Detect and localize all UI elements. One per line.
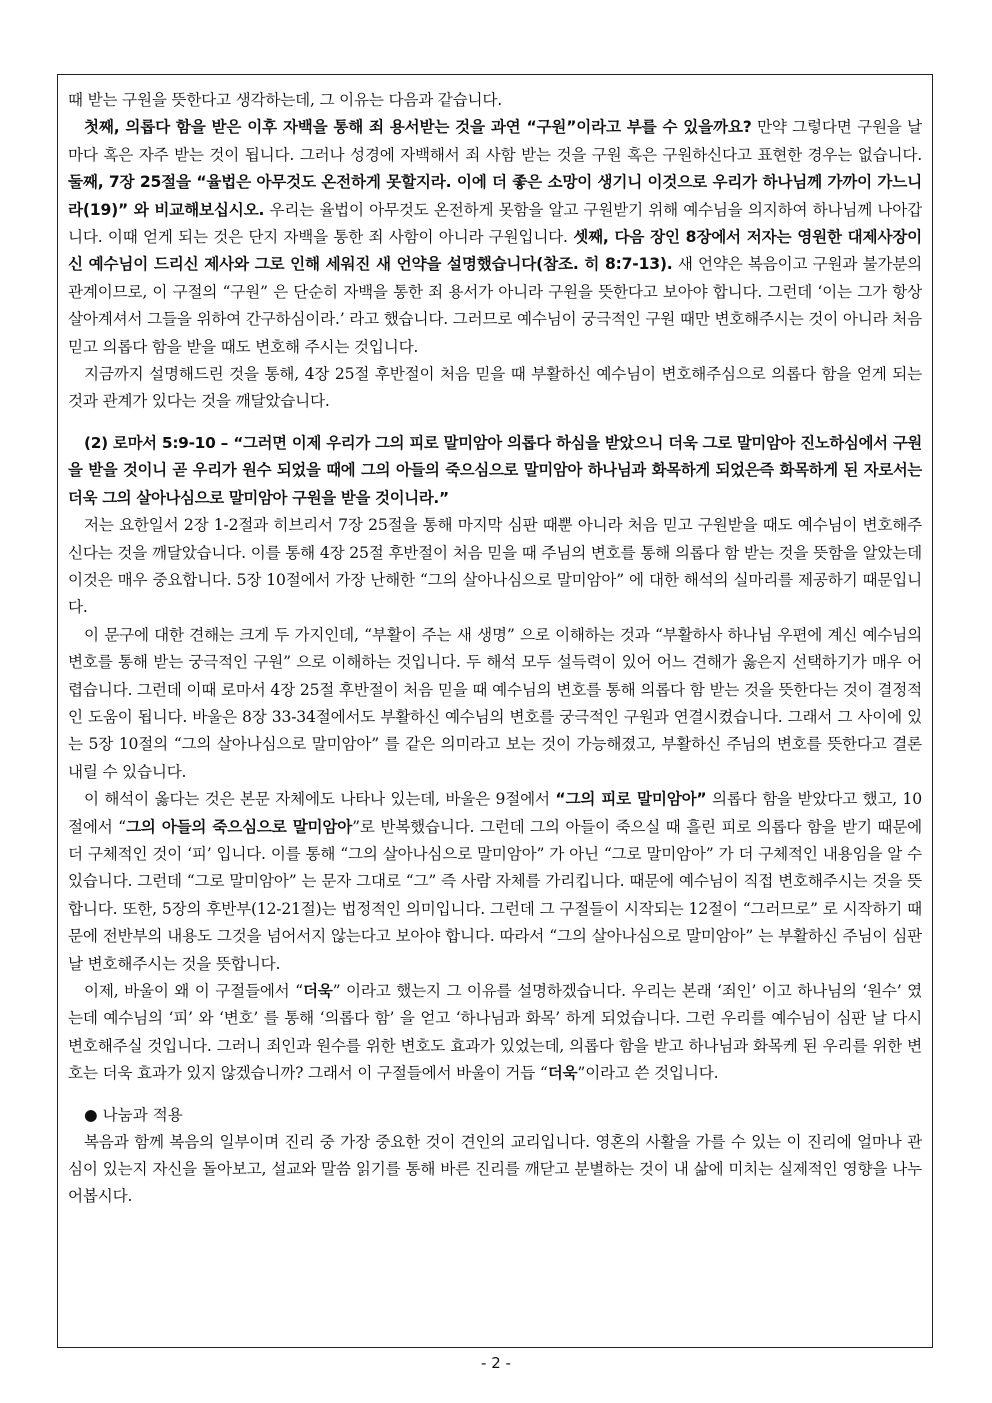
text-span: 만약 그렇다면 구원을 날마다 혹은 자주 받는 것이 됩니다. 그러나 성경에 자백해서 죄 사함 받는 것을 구원 혹은 구원하신다고 표현한 경우는 없습니다. <box>68 118 922 164</box>
content-frame <box>57 74 933 1348</box>
emphasis: “그의 피로 말미암아” <box>555 790 707 809</box>
text-span: 이 해석이 옳다는 것은 본문 자체에도 나타나 있는데, 바울은 9절에서 <box>84 790 556 809</box>
section-title: 나눔과 적용 <box>102 1105 183 1124</box>
reason-second: 둘째, 7장 25절을 “율법은 아무것도 온전하게 못할지라. 이에 더 좋은 소망이 생기니 이것으로 우리가 하나님께 가까이 가느니라(19)” 와 비교해보십시오. <box>68 173 922 219</box>
paragraph-body: 저는 요한일서 2장 1-2절과 히브리서 7장 25절을 통해 마지막 심판 때뿐 아니라 처음 믿고 구원받을 때도 예수님이 변호해주신다는 것을 깨달았습니다. 이를 통해 4장 25절 후반절이 처음 믿을 때 주님의 변호를 통해 의롭다 함 받는 것을 뜻함을 알았는데 이것은 매우 중요합니다. 5장 10절에서 가장 난해한 “그의 살아나심으로 말미암아” 에 대한 해석의 실마리를 제공하기 때문입니다. <box>68 516 922 617</box>
paragraph-summary: 지금까지 설명해드린 것을 통해, 4장 25절 후반절이 처음 믿을 때 부활하신 예수님이 변호해주심으로 의롭다 함을 얻게 되는 것과 관계가 있다는 것을 깨달았습니다. <box>68 365 922 411</box>
paragraph-application: 복음과 함께 복음의 일부이며 진리 중 가장 중요한 것이 견인의 교리입니다. 영혼의 사활을 가를 수 있는 이 진리에 얼마나 관심이 있는지 자신을 돌아보고, 설교와 말씀 읽기를 통해 바른 진리를 깨닫고 분별하는 것이 내 삶에 미치는 실제적인 영향을 나누어봅시다. <box>68 1132 922 1206</box>
text-span: 이제, 바울이 왜 이 구절들에서 “ <box>84 982 303 1000</box>
paragraph-body: 이 문구에 대한 견해는 크게 두 가지인데, “부활이 주는 새 생명” 으로 이해하는 것과 “부활하사 하나님 우편에 계신 예수님의 변호를 통해 받는 궁극적인 구원” 으로 이해하는 것입니다. 두 해석 모두 설득력이 있어 어느 견해가 옳은지 선택하기가 매우 어렵습니다. 그런데 이때 로마서 4장 25절 후반절이 처음 믿을 때 예수님의 변호를 통해 의롭다 함 받는 것을 뜻한다는 것이 결정적인 도움이 됩니다. 바울은 8장 33-34절에서도 부활하신 예수님의 변호를 궁극적인 구원과 연결시켰습니다. 그래서 그 사이에 있는 5장 10절의 “그의 살아나심으로 말미암아” 를 같은 의미라고 보는 것이 가능해졌고, 부활하신 주님의 변호를 뜻한다고 결론 내릴 수 있습니다. <box>68 625 922 781</box>
text-span: 우리는 율법이 아무것도 온전하게 못함을 알고 구원받기 위해 예수님을 의지하여 하나님께 나아갑니다. 이때 얻게 되는 것은 단지 자백을 통한 죄 사함이 아니라 구원입니다. <box>68 200 922 247</box>
text-span: 의롭다 함을 받았다고 했고, 10절에서 “ <box>68 790 922 836</box>
emphasis: 더욱 <box>302 982 333 1000</box>
text-span: ”로 반복했습니다. 그런데 그의 아들이 죽으실 때 흘린 피로 의롭다 함을 받기 때문에 더 구체적인 것이 ‘피’ 입니다. 이를 통해 “그의 살아나심으로 말미암아” 가 아닌 “그로 말미암아” 가 더 구체적인 내용임을 알 수 있습니다. 그런데 “그로 말미암아” 는 문자 그대로 “그” 즉 사람 자체를 가리킵니다. 때문에 예수님이 직접 변호해주시는 것을 뜻합니다. 또한, 5장의 후반부(12-21절)는 법정적인 의미입니다. 그런데 그 구절들이 시작되는 12절이 “그러므로” 로 시작하기 때문에 전반부의 내용도 그것을 넘어서지 않는다고 보아야 합니다. 따라서 “그의 살아나심으로 말미암아” 는 부활하신 주님이 심판 날 변호해주시는 것을 뜻합니다. <box>68 817 923 973</box>
emphasis: 그의 아들의 죽으심으로 말미암아 <box>125 817 353 836</box>
emphasis: 더욱 <box>547 1064 578 1083</box>
reason-first: 첫째, 의롭다 함을 받은 이후 자백을 통해 죄 용서받는 것을 과연 “구원”이라고 부를 수 있을까요? <box>84 118 752 137</box>
text-span: ” 이라고 했는지 그 이유를 설명하겠습니다. 우리는 본래 ‘죄인’ 이고 하나님의 ‘원수’ 였는데 예수님의 ‘피’ 와 ‘변호’ 를 통해 ‘의롭다 함’ 을 얻고 ‘하나님과 화목’ 하게 되었습니다. 그런 우리를 예수님이 심판 날 다시 변호해주실 것입니다. 그러니 죄인과 원수를 위한 변호도 효과가 있었는데, 의롭다 함을 받고 하나님과 화목케 된 우리를 위한 변호는 더욱 효과가 있지 않겠습니까? 그래서 이 구절들에서 바울이 거듭 “ <box>68 982 922 1083</box>
bullet-icon: ● <box>84 1105 98 1124</box>
reason-third: 셋째, 다음 장인 8장에서 저자는 영원한 대제사장이신 예수님이 드리신 제사와 그로 인해 세워진 새 언약을 설명했습니다(참조. 히 8:7-13). <box>68 228 922 274</box>
section-heading <box>68 1102 922 1129</box>
paragraph-three-reasons <box>68 114 922 361</box>
paragraph-body <box>68 786 922 978</box>
text-span: ”이라고 쓴 것입니다. <box>577 1064 719 1083</box>
paragraph-body <box>68 978 922 1088</box>
paragraph-intro: 때 받는 구원을 뜻한다고 생각하는데, 그 이유는 다음과 같습니다. <box>68 91 503 109</box>
page-number: - 2 - <box>481 1354 511 1372</box>
scripture-heading: (2) 로마서 5:9-10 – “그러면 이제 우리가 그의 피로 말미암아 의롭다 하심을 받았으니 더욱 그로 말미암아 진노하심에서 구원을 받을 것이니 곧 우리가 원수 되었을 때에 그의 아들의 죽으심으로 말미암아 하나님과 화목하게 되었은즉 화목하게 된 자로서는 더욱 그의 살아나심으로 말미암아 구원을 받을 것이니라.” <box>68 433 922 507</box>
text-span: 새 언약은 복음이고 구원과 불가분의 관계이므로, 이 구절의 “구원” 은 단순히 자백을 통한 죄 용서가 아니라 구원을 뜻한다고 보아야 합니다. 그런데 ‘이는 그가 항상 살아계셔서 그들을 위하여 간구하심이라.’ 라고 했습니다. 그러므로 예수님이 궁극적인 구원 때만 변호해주시는 것이 아니라 처음 믿고 의롭다 함을 받을 때도 변호해 주시는 것입니다. <box>68 255 922 356</box>
